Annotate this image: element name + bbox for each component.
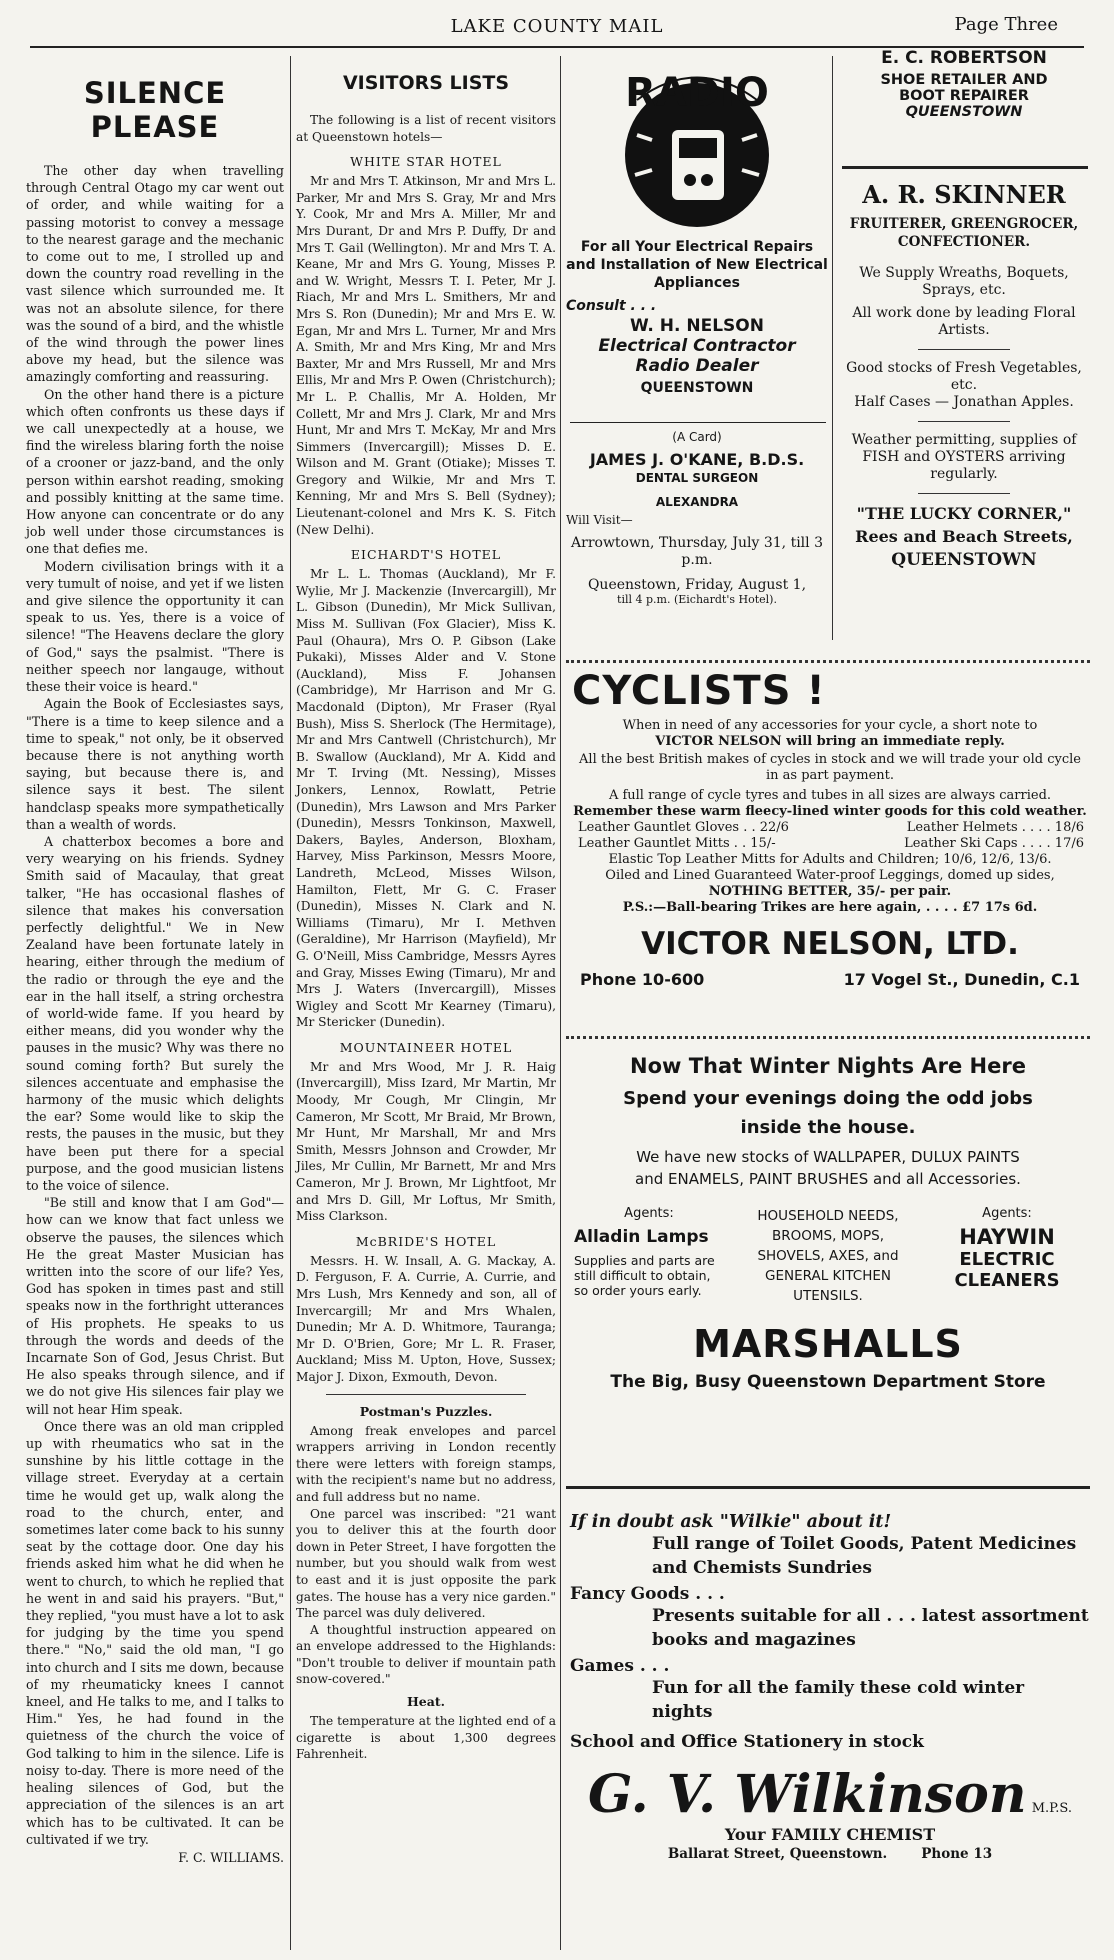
card-label: (A Card) xyxy=(672,430,722,444)
haywin-line: HAYWIN xyxy=(959,1225,1055,1249)
business-line: "THE LUCKY CORNER," xyxy=(856,504,1072,523)
business-line: Weather permitting, supplies of FISH and OYSTERS arriving regularly. xyxy=(851,432,1077,482)
business-line: All work done by leading Floral Artists. xyxy=(852,305,1076,338)
newspaper-title: LAKE COUNTY MAIL xyxy=(450,16,664,37)
advert-heading: Now That Winter Nights Are Here xyxy=(630,1054,1026,1078)
dotted-divider xyxy=(566,1036,1090,1039)
radio-line: For all Your Electrical Repairs and Installation of New Electrical Appliances xyxy=(566,239,828,291)
puzzles-heading: Postman's Puzzles. xyxy=(359,1403,493,1419)
haywin-line: CLEANERS xyxy=(954,1270,1060,1291)
wilkinson-advert xyxy=(570,1512,1090,1862)
visit-line: Queenstown, Friday, August 1, xyxy=(587,577,807,593)
business-line: QUEENSTOWN xyxy=(891,550,1037,570)
paragraph: The other day when travelling through Central Otago my car went out of order, and while waiting for a passing motorist to convey a message to the nearest garage and the mechanic to come out to me, I strolled up and down the country road revelling in the vast silence which surrounded me. It was not an absolute silence, for there was the sound of a bird, and the whistle of the wind through the power lines above my head, but the silence was amazingly comforting and reassuring. xyxy=(26,163,284,385)
advert-line: A full range of cycle tyres and tubes in all sizes are always carried. xyxy=(608,788,1052,803)
hotel-guests: Mr and Mrs Wood, Mr J. R. Haig (Invercargill), Miss Izard, Mr Martin, Mr Moody, Mr Cough, Mr Clingin, Mr Cameron, Mr Scott, Mr Braid, Mr Brown, Mr Hunt, Mr Marshall, Mr and Mrs Smith, Messrs Johnson and Crowder, Mr Jiles, Mr Cullin, Mr Barnett, Mr and Mrs Cameron, Mr J. Brown, Mr Lightfoot, Mr and Mrs D. Gill, Mr Loftus, Mr Smith, Miss Clarkson. xyxy=(296,1059,556,1224)
paragraph: "Be still and know that I am God"—how can we know that fact unless we observe the pauses, the silences which He the great Master Musician has written into the score of our life? Yes, God has spoken in times past and still speaks now in the forthright utterances of His prophets. He speaks to us through the words and deeds of the Incarnate Son of God, Jesus Christ. But He also speaks through silence, and if we do not give His silences fair play we will not hear Him speak. xyxy=(26,1195,284,1417)
hotel-guests: Mr L. L. Thomas (Auckland), Mr F. Wylie, Mr J. Mackenzie (Invercargill), Mr L. Gibson (Dunedin), Mr Mick Sullivan, Miss M. Sullivan (Fox Glacier), Miss K. Paul (Ohaura), Mrs O. P. Gibson (Lake Pukaki), Misses Alder and V. Stone (Auckland), Miss F. Johansen (Cambridge), Mr Harrison and Mr G. Macdonald (Dipton), Mr Fraser (Ryal Bush), Miss S. Sherlock (The Hermitage), Mr and Mrs Cantwell (Christchurch), Mr B. Swallow (Auckland), Mr A. Kidd and Mr T. Irving (Mt. Nessing), Misses Jonkers, Lennox, Rowlatt, Petrie (Dunedin), Mrs Lawson and Mrs Parker (Dunedin), Messrs Tonkinson, Maxwell, Dakers, Bayles, Anderson, Bloxham, Harvey, Miss Parkinson, Messrs Moore, Landreth, McLeod, Misses Wilson, Hamilton, Flett, Mr G. C. Fraser (Dunedin), Misses N. Clark and N. Williams (Timaru), Mr I. Methven (Geraldine), Mr Harrison (Mayfield), Mr G. O'Neill, Miss Cambridge, Messrs Ayres and Gray, Misses Ewing (Timaru), Mr and Mrs J. Waters (Invercargill), Misses Wigley and Scott Mr Kearney (Timaru), Mr Stericker (Dunedin). xyxy=(296,567,556,1030)
price-item: Leather Helmets . . . . 18/6 xyxy=(906,820,1084,835)
divider xyxy=(918,421,1010,422)
hotel-guests: Messrs. H. W. Insall, A. G. Mackay, A. D. Ferguson, F. A. Currie, A. Currie, and Mrs Lush, Mrs Kennedy and son, all of Invercargill; Mr and Mrs Whalen, Dunedin; Mr A. D. Whitmore, Tauranga; Mr D. O'Brien, Gore; Mr L. R. Fraser, Auckland; Miss M. Upton, Hove, Sussex; Major J. Dixon, Exmouth, Devon. xyxy=(296,1253,556,1384)
chemist-signature xyxy=(570,1764,1090,1825)
business-line: Half Cases — Jonathan Apples. xyxy=(854,394,1074,410)
radio-consult: Consult . . . xyxy=(566,298,657,314)
advert-line: Fancy Goods . . . xyxy=(570,1584,725,1604)
silence-please-article xyxy=(26,56,284,1865)
advert-line: VICTOR NELSON will bring an immediate reply. xyxy=(655,734,1005,749)
hotel-heading: EICHARDT'S HOTEL xyxy=(350,547,502,563)
agents-label: Agents: xyxy=(982,1206,1032,1221)
business-line: We Supply Wreaths, Boquets, Sprays, etc. xyxy=(859,265,1069,298)
paragraph: Modern civilisation brings with it a very tumult of noise, and yet if we listen and give silence the opportunity it can speak to us. Yes, there is a voice of silence! "The Heavens declare the glory of God," says the psalmist. "There is neither speech nor langauge, without these their voice is heard." xyxy=(26,558,284,695)
advert-line: If in doubt ask "Wilkie" about it! xyxy=(570,1512,892,1532)
column-divider xyxy=(832,56,833,640)
advert-line: P.S.:—Ball-bearing Trikes are here again, . . . . £7 17s 6d. xyxy=(622,900,1038,915)
advert-subheading: inside the house. xyxy=(740,1117,916,1138)
divider xyxy=(326,1394,526,1395)
phone: Phone 10-600 xyxy=(580,970,705,989)
divider xyxy=(570,422,826,423)
paragraph: A chatterbox becomes a bore and very wearying on his friends. Sydney Smith said of Macaulay, that great talker, "He has occasional flashes of silence that makes his conversation perfectly delightful." We in New Zealand have been fortunate lately in hearing, either through the medium of the radio or through the eye and the ear in the hall itself, a string orchestra of world-wide fame. If you heard by either means, did you wonder why the pauses in the music? Why was there no sound coming forth? But surely the silences accentuate and emphasise the harmony of the music which delights the ear? Some would like to skip the rests, the pauses in the music, but they have been put there for a special purpose, and the good musician listens to the voice of silence. xyxy=(26,833,284,1193)
radio-name: W. H. NELSON xyxy=(630,316,764,336)
article-heading: VISITORS LISTS xyxy=(342,72,510,94)
business-line: SHOE RETAILER AND xyxy=(880,72,1048,88)
household-needs: HOUSEHOLD NEEDS, BROOMS, MOPS, SHOVELS, AXES, and GENERAL KITCHEN UTENSILS. xyxy=(757,1208,899,1304)
chemist-mps: M.P.S. xyxy=(1031,1801,1072,1816)
advert-line: Elastic Top Leather Mitts for Adults and Children; 10/6, 12/6, 13/6. xyxy=(608,852,1052,867)
dentist-town: ALEXANDRA xyxy=(655,495,739,509)
paragraph: Among freak envelopes and parcel wrappers arriving in London recently there were letters with foreign stamps, with the recipient's name but no address, and full address but no name. xyxy=(296,1423,556,1504)
advert-line: School and Office Stationery in stock xyxy=(570,1732,924,1752)
business-line: BOOT REPAIRER xyxy=(899,88,1029,104)
store-name: MARSHALLS xyxy=(693,1322,963,1366)
chemist-tagline: Your FAMILY CHEMIST xyxy=(724,1825,936,1844)
advert-heading: CYCLISTS ! xyxy=(572,668,826,714)
visitors-lists-article xyxy=(296,56,556,1763)
hotel-heading: MOUNTAINEER HOTEL xyxy=(339,1039,513,1055)
column-divider xyxy=(290,56,291,1950)
cyclists-advert xyxy=(572,668,1088,989)
page-number: Page Three xyxy=(954,14,1058,35)
advert-line: Presents suitable for all . . . latest assortment books and magazines xyxy=(652,1606,1089,1650)
hotel-heading: McBRIDE'S HOTEL xyxy=(355,1233,497,1249)
contact-row xyxy=(572,970,1088,989)
alladin-lamps: Alladin Lamps xyxy=(574,1227,709,1247)
haywin-block xyxy=(932,1206,1082,1306)
address: 17 Vogel St., Dunedin, C.1 xyxy=(843,970,1080,989)
radio-role: Radio Dealer xyxy=(635,356,759,376)
paragraph: Once there was an old man crippled up with rheumatics who sat in the sunshine by his little cottage in the village street. Everyday at a certain time he would get up, walk along the road to the church, enter, and sometimes later come back to his sunny seat by the cottage door. One day his friends asked him what he did when he went to church, to which he replied that he went in and said his prayers. "But," they replied, "you must have a lot to ask for judging by the time you spend there." "No," said the old man, "I go into church and I sits me down, because of my rheumaticky knees I cannot kneel, and He talks to me, and I talks to Him." Yes, he had found in the quietness of the church the voice of God talking to him in the silence. Life is noisy to-day. There is more need of the healing silences of God, but the appreciation of the silences is an art which has to be cultivated. It can be cultivated if we try. xyxy=(26,1418,284,1847)
dentist-card xyxy=(566,430,828,606)
business-name: E. C. ROBERTSON xyxy=(881,48,1047,68)
chemist-name: G. V. Wilkinson xyxy=(588,1764,1027,1825)
marshalls-advert xyxy=(566,1054,1090,1392)
advert-subheading: Spend your evenings doing the odd jobs xyxy=(623,1088,1033,1109)
advert-line: All the best British makes of cycles in stock and we will trade your old cycle in as part payment. xyxy=(579,752,1081,783)
hotel-guests: Mr and Mrs T. Atkinson, Mr and Mrs L. Parker, Mr and Mrs S. Gray, Mr and Mrs Y. Cook, Mr and Mrs A. Miller, Mr and Mrs Durant, Dr and Mrs P. Duffy, Dr and Mrs T. Gail (Wellington). Mr and Mrs T. A. Keane, Mr and Mrs G. Young, Misses P. and W. Wright, Messrs T. I. Peter, Mr J. Riach, Mr and Mrs L. Smithers, Mr and Mrs S. Ron (Dunedin); Mr and Mrs E. W. Egan, Mr and Mrs L. Turner, Mr and Mrs A. Smith, Mr and Mrs King, Mr and Mrs Baxter, Mr and Mrs Russell, Mr and Mrs Ellis, Mr and Mrs P. Owen (Christchurch); Mr L. P. Challis, Mr A. Holden, Mr Collett, Mr and Mrs J. Clark, Mr and Mrs Hunt, Mr and Mrs T. McKay, Mr and Mrs Simmers (Invercargill); Misses D. E. Wilson and M. Grant (Otiake); Misses T. Gregory and Wilkie, Mr and Mrs T. Kenning, Mr and Mrs S. Bell (Sydney); Lieutenant-colonel and Mrs K. S. Fitch (New Delhi). xyxy=(296,174,556,537)
author-signature: F. C. WILLIAMS. xyxy=(178,1849,284,1865)
divider xyxy=(566,1486,1090,1489)
price-item: Leather Gauntlet Gloves . . 22/6 xyxy=(578,820,789,835)
advert-line: and ENAMELS, PAINT BRUSHES and all Accessories. xyxy=(635,1170,1021,1188)
radio-role: Electrical Contractor xyxy=(598,336,796,356)
business-line: QUEENSTOWN xyxy=(905,104,1023,120)
store-slogan: The Big, Busy Queenstown Department Store xyxy=(610,1372,1046,1392)
advert-line: Games . . . xyxy=(570,1656,670,1676)
radio-logo-icon xyxy=(597,60,797,230)
advert-line: We have new stocks of WALLPAPER, DULUX PAINTS xyxy=(636,1148,1020,1166)
radio-logo-text: RADIO xyxy=(625,70,769,116)
advert-line: Full range of Toilet Goods, Patent Medicines and Chemists Sundries xyxy=(652,1534,1077,1578)
business-trade: FRUITERER, GREENGROCER, CONFECTIONER. xyxy=(849,216,1079,250)
business-name: A. R. SKINNER xyxy=(862,180,1066,209)
business-line: Good stocks of Fresh Vegetables, etc. xyxy=(846,360,1082,393)
heat-heading: Heat. xyxy=(407,1694,445,1710)
agents-label: Agents: xyxy=(624,1206,674,1221)
price-item: Leather Gauntlet Mitts . . 15/- xyxy=(578,836,776,851)
firm-name: VICTOR NELSON, LTD. xyxy=(641,926,1019,962)
dentist-name: JAMES J. O'KANE, B.D.S. xyxy=(589,450,805,469)
price-item: Leather Ski Caps . . . . 17/6 xyxy=(904,836,1084,851)
visit-line: Arrowtown, Thursday, July 31, till 3 p.m. xyxy=(571,535,823,568)
radio-town: QUEENSTOWN xyxy=(640,380,754,396)
dotted-divider xyxy=(566,660,1090,663)
price-row xyxy=(572,836,1088,852)
business-line: Rees and Beach Streets, xyxy=(855,527,1073,546)
dentist-title: DENTAL SURGEON xyxy=(635,471,759,485)
haywin-line: ELECTRIC xyxy=(959,1249,1055,1270)
divider xyxy=(842,166,1088,169)
address: Ballarat Street, Queenstown. xyxy=(667,1846,888,1862)
advert-line: Oiled and Lined Guaranteed Water-proof Leggings, domed up sides, xyxy=(605,868,1055,883)
paragraph: Again the Book of Ecclesiastes says, "There is a time to keep silence and a time to speak," not only, be it observed because there is not anything worth saying, but because there is, and silence says it best. The silent handclasp speaks more sympathetically than a wealth of words. xyxy=(26,696,284,832)
paragraph: One parcel was inscribed: "21 want you to deliver this at the fourth door down in Peter Street, I have forgotten the number, but you should walk from west to east and it is just opposite the park gates. The house has a very nice garden." The parcel was duly delivered. xyxy=(296,1506,556,1621)
advert-line: NOTHING BETTER, 35/- per pair. xyxy=(708,884,952,899)
intro: The following is a list of recent visitors at Queenstown hotels— xyxy=(296,113,556,144)
alladin-note: Supplies and parts are still difficult to obtain, so order yours early. xyxy=(574,1253,715,1298)
column-divider xyxy=(560,56,561,1950)
visit-line: till 4 p.m. (Eichardt's Hotel). xyxy=(617,593,777,606)
advert-line: When in need of any accessories for your cycle, a short note to xyxy=(622,718,1038,733)
masthead xyxy=(0,0,1114,52)
paragraph: The temperature at the lighted end of a cigarette is about 1,300 degrees Fahrenheit. xyxy=(296,1714,556,1762)
robertson-advert xyxy=(838,48,1090,120)
article-heading: SILENCE PLEASE xyxy=(83,76,227,144)
divider xyxy=(918,349,1010,350)
hotel-heading: WHITE STAR HOTEL xyxy=(350,154,502,170)
radio-advert xyxy=(566,60,828,396)
skinner-advert xyxy=(838,180,1090,570)
advert-line: Remember these warm fleecy-lined winter goods for this cold weather. xyxy=(573,804,1087,819)
chemist-contact xyxy=(570,1846,1090,1862)
divider xyxy=(918,493,1010,494)
price-row xyxy=(572,820,1088,836)
agents-row xyxy=(566,1206,1090,1306)
paragraph: A thoughtful instruction appeared on an envelope addressed to the Highlands: "Don't trouble to deliver if mountain path snow-covered." xyxy=(296,1622,556,1687)
will-visit: Will Visit— xyxy=(566,513,633,527)
paragraph: On the other hand there is a picture which often confronts us these days if we call unexpectedly at a house, we find the wireless blaring forth the noise of a crooner or jazz-band, and the only person within earshot reading, smoking and possibly knitting at the same time. How anyone can concentrate or do any job well under those circumstances is one that defies me. xyxy=(26,386,284,557)
alladin-block xyxy=(574,1206,724,1306)
phone: Phone 13 xyxy=(921,1846,993,1862)
advert-line: Fun for all the family these cold winter nights xyxy=(652,1678,1025,1722)
